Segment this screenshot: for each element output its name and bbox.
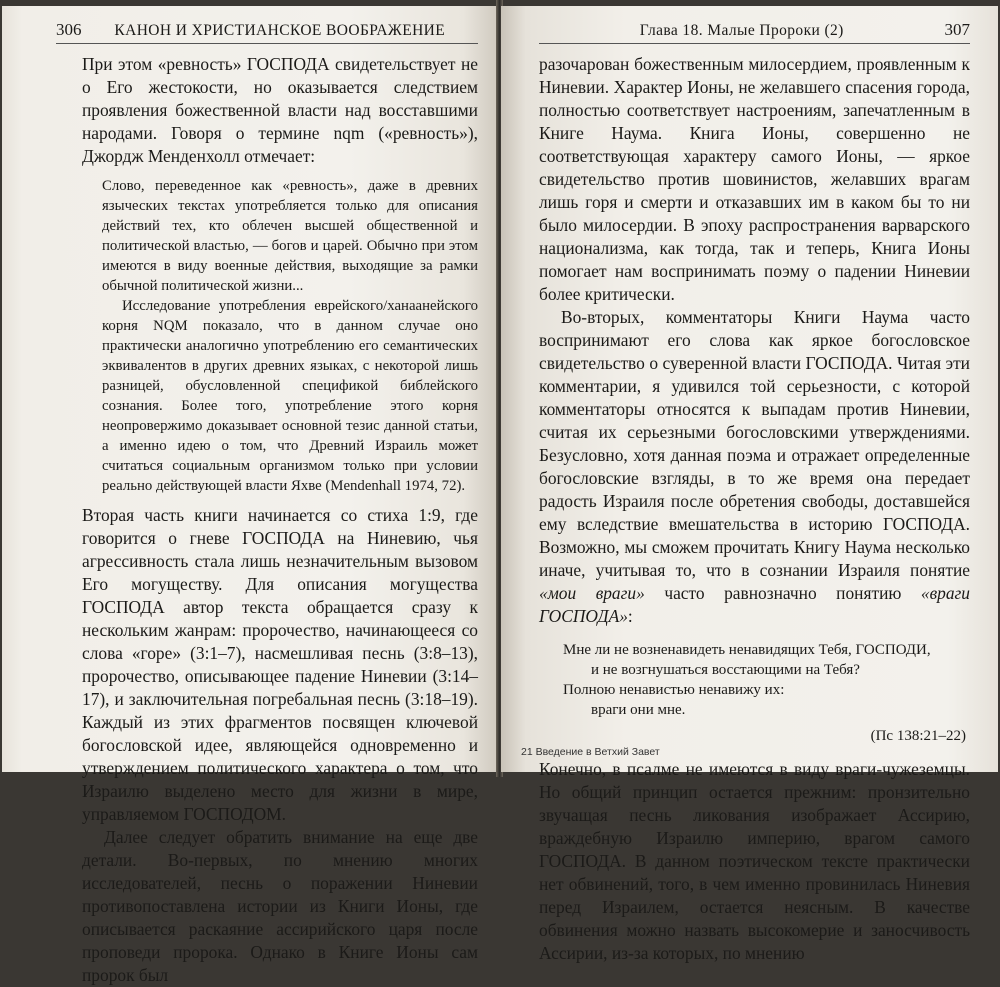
left-paragraph-3: Далее следует обратить внимание на еще две детали. Во-первых, по мнению многих исследователей, песнь о поражении Ниневии противопоставлена истории из Книги Ионы, где описывается раскаяние ассирийского царя после проповеди пророка. Однако в Книге Ионы сам пророк был bbox=[82, 827, 478, 985]
right-page bbox=[501, 6, 998, 963]
verse-line-4: враги они мне. bbox=[591, 702, 686, 718]
right-paragraph-2-part-a: Во-вторых, комментаторы Книги Наума часто воспринимают его слова как яркое богословское свидетельство о суверенной власти ГОСПОДА. Читая эти комментарии, я удивился той серьезности, с которой комментаторы относятся к выпадам против Ниневии, считая их серьезными богословскими утверждениями. Безусловно, хотя данная поэма и отражает определенные богословские взгляды, в то же время она передает радость Израиля после обретения свободы, доставшейся ему вследствие вмешательства в историю ГОСПОДА. Возможно, мы сможем прочитать Книгу Наума несколько иначе, учитывая то, что в сознании Израиля понятие bbox=[539, 307, 970, 580]
print-footer: 21 Введение в Ветхий Завет bbox=[521, 746, 660, 758]
emphasis-my-enemies: «мои враги» bbox=[539, 583, 645, 603]
left-running-title: КАНОН И ХРИСТИАНСКОЕ ВООБРАЖЕНИЕ bbox=[114, 22, 446, 39]
right-running-title: Глава 18. Малые Пророки (2) bbox=[639, 22, 844, 39]
emphasis-lords-enemies: «враги ГОСПОДА» bbox=[539, 583, 970, 626]
right-paragraph-2-part-c: : bbox=[627, 606, 633, 626]
quote-paragraph-1: Слово, переведенное как «ревность», даже в древних языческих текстах употребляется только для описания действий тех, кто облечен высшей общественной и политической властью, — богов и царей. Обычно при этом имеются в виду военные действия, выходящие за рамки обычной политической жизни... bbox=[102, 178, 478, 294]
right-paragraph-3: Конечно, в псалме не имеются в виду враги-чужеземцы. Но общий принцип остается прежним: пронзительно звучащая песнь ликования изображает Ассирию, враждебную Израилю империю, врагом самого ГОСПОДА. В данном поэтическом тексте практически нет обвинений, того, в чем именно провинилась Ниневия перед Израилем, остается неясным. В качестве обвинения можно назвать высокомерие и заносчивость Ассирии, из-за которых, по мнению bbox=[539, 759, 970, 963]
right-paragraph-2-part-b: часто равнозначно понятию bbox=[644, 583, 921, 603]
left-body-text bbox=[82, 53, 478, 987]
right-running-head bbox=[539, 20, 970, 44]
left-page-number: 306 bbox=[56, 20, 82, 39]
left-page bbox=[2, 6, 498, 985]
left-block-quote bbox=[102, 176, 478, 496]
left-running-head bbox=[56, 20, 478, 44]
right-paragraph-1: разочарован божественным милосердием, проявленным к Ниневии. Характер Ионы, не желавшего спасения города, полностью соответствует настроениям, запечатленным в Книге Наума. Книга Ионы, совершенно не соответствующая характеру самого Ионы, — яркое свидетельство против шовинистов, желавших врагам лишь горя и смерти и отказавших им в каком бы то ни было милосердии. В эпоху распространения варварского национализма, как тогда, так и теперь, Книга Ионы помогает нам воспринимать поэму о падении Ниневии более критически. bbox=[539, 54, 970, 304]
right-body-text bbox=[539, 53, 970, 965]
left-paragraph-1: При этом «ревность» ГОСПОДА свидетельствует не о Его жестокости, но оказывается следствием проявления божественной власти над восставшими народами. Говоря о термине nqm («ревность»), Джордж Менденхолл отмечает: bbox=[82, 54, 478, 166]
verse-line-1: Мне ли не возненавидеть ненавидящих Тебя, ГОСПОДИ, bbox=[563, 642, 931, 658]
verse-line-2: и не возгнушаться восстающими на Тебя? bbox=[591, 662, 860, 678]
right-paragraph-2 bbox=[539, 306, 970, 628]
quote-paragraph-2: Исследование употребления еврейского/ханаанейского корня NQM показало, что в данном случае оно практически аналогично употреблению его семантических эквивалентов в других древних языках, с некоторой лишь разницей, обусловленной спецификой библейского сознания. Более того, употребление этого корня неопровержимо доказывает основной тезис данной статьи, а именно идею о том, что Древний Израиль может считаться социальным организмом только при условии реально действующей власти Яхве (Mendenhall 1974, 72). bbox=[102, 298, 478, 494]
left-paragraph-2: Вторая часть книги начинается со стиха 1:9, где говорится о гневе ГОСПОДА на Ниневию, чья агрессивность стала лишь незначительным вызовом Его могуществу. Для описания могущества ГОСПОДА автор текста обращается сразу к нескольким жанрам: пророчество, начинающееся со слова «горе» (3:1–7), насмешливая песнь (3:8–13), пророчество, описывающее падение Ниневии (3:14–17), и заключительная погребальная песнь (3:18–19). Каждый из этих фрагментов посвящен ключевой богословской идее, являющейся одновременно и утверждением политического характера о том, что Израилю выделено место для жизни в мире, управляемом ГОСПОДОМ. bbox=[82, 505, 478, 824]
verse-line-3: Полною ненавистью ненавижу их: bbox=[563, 682, 785, 698]
right-page-number: 307 bbox=[944, 20, 970, 39]
verse-reference: (Пс 138:21–22) bbox=[870, 728, 966, 744]
psalm-verse bbox=[563, 640, 970, 746]
